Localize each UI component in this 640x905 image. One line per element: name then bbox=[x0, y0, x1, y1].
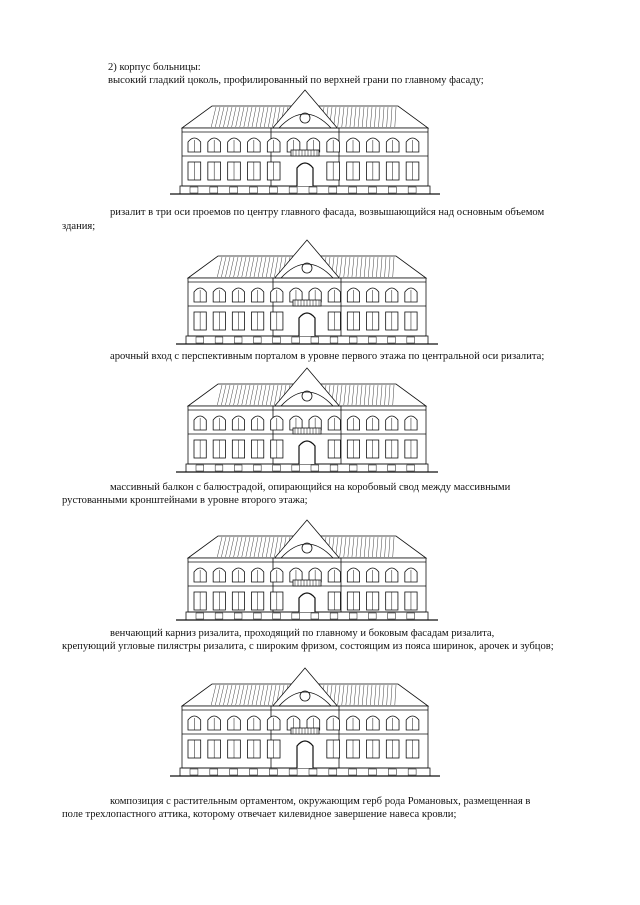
plinth-vent bbox=[215, 465, 223, 471]
plinth-vent bbox=[309, 769, 317, 775]
plinth-vent bbox=[349, 769, 357, 775]
paragraph-cornice-line2: крепующий угловые пилястры ризалита, с широким фризом, состоящим из пояса ширинок, арочек и зубцов; bbox=[62, 641, 554, 652]
plinth-vent bbox=[269, 769, 277, 775]
plinth-vent bbox=[369, 465, 377, 471]
plinth-vent bbox=[369, 769, 377, 775]
paragraph-balcony-line1: массивный балкон с балюстрадой, опирающийся на коробовый свод между массивными bbox=[110, 482, 511, 493]
paragraph-balcony bbox=[110, 481, 560, 494]
plinth-vent bbox=[273, 337, 281, 343]
plinth-vent bbox=[196, 465, 204, 471]
paragraph-risalit-cont bbox=[62, 220, 560, 233]
plinth-vent bbox=[407, 337, 415, 343]
facade-group bbox=[176, 520, 438, 620]
facade-group bbox=[170, 90, 440, 194]
plinth-vent bbox=[190, 187, 198, 193]
paragraph-risalit-line2: здания; bbox=[62, 221, 96, 232]
plinth-vent bbox=[234, 337, 242, 343]
plinth-vent bbox=[349, 465, 357, 471]
plinth-vent bbox=[311, 337, 319, 343]
facade-group bbox=[176, 368, 438, 472]
plinth-vent bbox=[388, 187, 396, 193]
paragraph-cornice-cont bbox=[62, 640, 560, 653]
paragraph-entrance bbox=[110, 350, 570, 363]
plinth-vent bbox=[349, 187, 357, 193]
paragraph-attic-cont bbox=[62, 808, 560, 821]
plinth-vent bbox=[289, 187, 297, 193]
plinth-vent bbox=[311, 465, 319, 471]
section-heading: 2) корпус больницы: bbox=[108, 62, 201, 73]
plinth-vent bbox=[388, 337, 396, 343]
plinth-vent bbox=[215, 337, 223, 343]
plinth-vent bbox=[369, 613, 377, 619]
facade-drawing-cornice bbox=[170, 664, 440, 780]
plinth-vent bbox=[230, 769, 238, 775]
plinth-vent bbox=[349, 613, 357, 619]
facade-drawing-entrance bbox=[176, 364, 438, 476]
plinth-vent bbox=[329, 187, 337, 193]
paragraph-attic-line1: композиция с растительным ортаментом, окружающим герб рода Романовых, размещенная в bbox=[110, 796, 531, 807]
plinth-vent bbox=[234, 613, 242, 619]
plinth-vent bbox=[289, 769, 297, 775]
plinth-vent bbox=[273, 613, 281, 619]
facade-drawing-risalit bbox=[176, 236, 438, 348]
arched-entrance bbox=[297, 741, 313, 768]
facade-group bbox=[170, 668, 440, 776]
plinth-vent bbox=[210, 769, 218, 775]
paragraph-cornice-line1: венчающий карниз ризалита, проходящий по главному и боковым фасадам ризалита, bbox=[110, 628, 495, 639]
plinth-vent bbox=[250, 769, 258, 775]
plinth-vent bbox=[196, 613, 204, 619]
plinth-vent bbox=[273, 465, 281, 471]
plinth-vent bbox=[269, 187, 277, 193]
plinth-vent bbox=[254, 337, 262, 343]
plinth-vent bbox=[292, 613, 300, 619]
plinth-vent bbox=[388, 613, 396, 619]
paragraph-cornice bbox=[110, 627, 560, 640]
plinth-vent bbox=[210, 187, 218, 193]
plinth-vent bbox=[408, 769, 416, 775]
plinth-vent bbox=[311, 613, 319, 619]
plinth-vent bbox=[407, 613, 415, 619]
arched-entrance bbox=[299, 441, 315, 464]
plinth-vent bbox=[330, 465, 338, 471]
paragraph-balcony-cont bbox=[62, 494, 560, 507]
arched-entrance bbox=[299, 593, 315, 612]
paragraph-attic-line2: поле трехлопастного аттика, которому отвечает килевидное завершение навеса кровли; bbox=[62, 809, 457, 820]
plinth-vent bbox=[349, 337, 357, 343]
plinth-vent bbox=[250, 187, 258, 193]
plinth-vent bbox=[309, 187, 317, 193]
plinth-vent bbox=[330, 337, 338, 343]
facade-group bbox=[176, 240, 438, 344]
plinth-vent bbox=[292, 465, 300, 471]
plinth-vent bbox=[292, 337, 300, 343]
plinth-vent bbox=[196, 337, 204, 343]
paragraph-entrance-text: арочный вход с перспективным порталом в уровне первого этажа по центральной оси ризалита; bbox=[110, 351, 545, 362]
arched-entrance bbox=[299, 313, 315, 336]
plinth-vent bbox=[190, 769, 198, 775]
paragraph-risalit-line1: ризалит в три оси проемов по центру главного фасада, возвышающийся над основным объемом bbox=[110, 207, 545, 218]
plinth-vent bbox=[330, 613, 338, 619]
plinth-vent bbox=[234, 465, 242, 471]
plinth-vent bbox=[254, 613, 262, 619]
plinth-vent bbox=[408, 187, 416, 193]
facade-drawing-balcony bbox=[176, 516, 438, 624]
paragraph-risalit bbox=[110, 206, 560, 219]
plinth-vent bbox=[329, 769, 337, 775]
facade-drawing-plinth bbox=[170, 86, 440, 198]
plinth-vent bbox=[215, 613, 223, 619]
plinth-vent bbox=[388, 769, 396, 775]
arched-entrance bbox=[297, 163, 313, 186]
plinth-vent bbox=[388, 465, 396, 471]
plinth-vent bbox=[254, 465, 262, 471]
paragraph-plinth-text: высокий гладкий цоколь, профилированный по верхней грани по главному фасаду; bbox=[108, 75, 484, 86]
paragraph-balcony-line2: рустованными кронштейнами в уровне второго этажа; bbox=[62, 495, 308, 506]
paragraph-attic bbox=[110, 795, 560, 808]
plinth-vent bbox=[369, 337, 377, 343]
plinth-vent bbox=[369, 187, 377, 193]
plinth-vent bbox=[230, 187, 238, 193]
plinth-vent bbox=[407, 465, 415, 471]
